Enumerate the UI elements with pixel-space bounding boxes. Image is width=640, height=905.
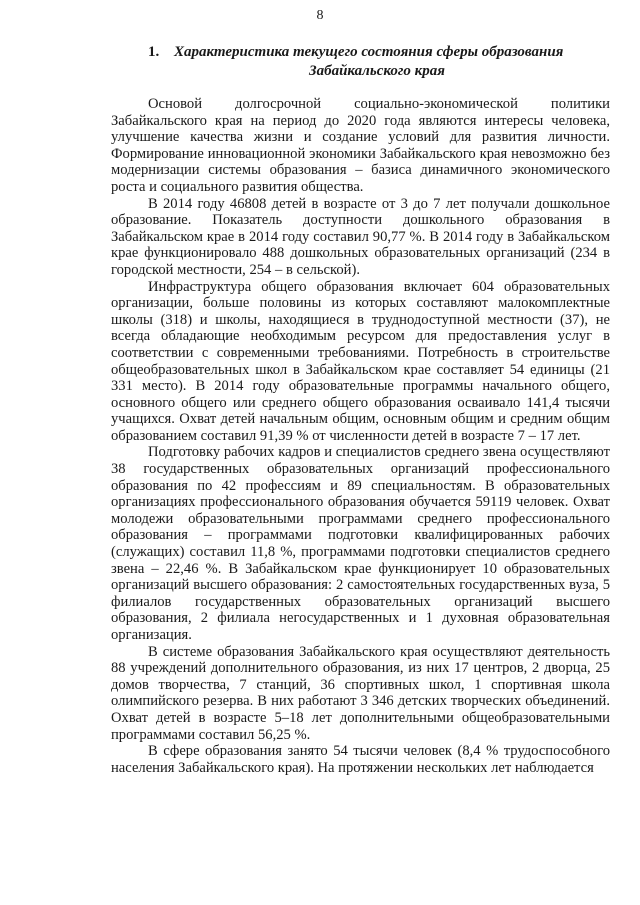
- paragraph-strategy: Основой долгосрочной социально-экономической политики Забайкальского края на период до 2020 года являются интересы человека, улучшение качества жизни и создание условий для развития личности. Формирование инновационной экономики Забайкальского края невозможно без модернизации системы образования – базиса динамичного экономического роста и социального развития общества.: [111, 96, 610, 195]
- paragraph-professional-education: Подготовку рабочих кадров и специалистов среднего звена осуществляют 38 государственных образовательных организаций профессионального образования по 42 профессиям и 89 специальностям. В образовательных организациях профессионального образования обучается 59119 человек. Охват молодежи образовательными программами среднего профессионального образования – программами подготовки квалифицированных рабочих (служащих) составил 11,8 %, программами подготовки специалистов среднего звена – 22,46 %. В Забайкальском крае функционирует 10 образовательных организаций высшего образования: 2 самостоятельных государственных вуза, 5 филиалов государственных образовательных организаций высшего образования, 2 филиала негосударственных и 1 духовная образовательная организация.: [111, 444, 610, 643]
- paragraph-general-education: Инфраструктура общего образования включает 604 образовательных организации, больше половины из которых составляют малокомплектные школы (318) и школы, находящиеся в труднодоступной местности (37), не всегда обладающие необходимым ресурсом для предоставления услуг в соответствии с современными требованиями. Потребность в строительстве общеобразовательных школ в Забайкальском крае составляет 54 единицы (21 331 место). В 2014 году образовательные программы начального общего, основного общего или среднего общего образования осваивало 141,4 тысячи учащихся. Охват детей начальным общим, основным общим и средним общим образованием составил 91,39 % от численности детей в возрасте 7 – 17 лет.: [111, 278, 610, 444]
- paragraph-preschool: В 2014 году 46808 детей в возрасте от 3 до 7 лет получали дошкольное образование. Показатель доступности дошкольного образования в Забайкальском крае в 2014 году составил 90,77 %. В 2014 году в Забайкальском крае функционировало 488 дошкольных образовательных организаций (234 в городской местности, 254 – в сельской).: [111, 195, 610, 278]
- section-title-line-1: Характеристика текущего состояния сферы образования: [174, 44, 564, 60]
- paragraph-additional-education: В системе образования Забайкальского края осуществляют деятельность 88 учреждений дополнительного образования, из них 17 центров, 2 дворца, 25 домов творчества, 7 станций, 36 спортивных школ, 1 спортивная школа олимпийского резерва. В них работают 3 346 детских творческих объединений. Охват детей в возрасте 5–18 лет дополнительными общеобразовательными программами составил 56,25 %.: [111, 643, 610, 743]
- section-title-line-2: Забайкальского края: [308, 63, 446, 79]
- section-number: 1.: [148, 44, 160, 60]
- page-number: 8: [316, 8, 324, 23]
- body-text: [111, 96, 610, 776]
- paragraph-employment: В сфере образования занято 54 тысячи человек (8,4 % трудоспособного населения Забайкальского края). На протяжении нескольких лет наблюдается: [111, 743, 610, 776]
